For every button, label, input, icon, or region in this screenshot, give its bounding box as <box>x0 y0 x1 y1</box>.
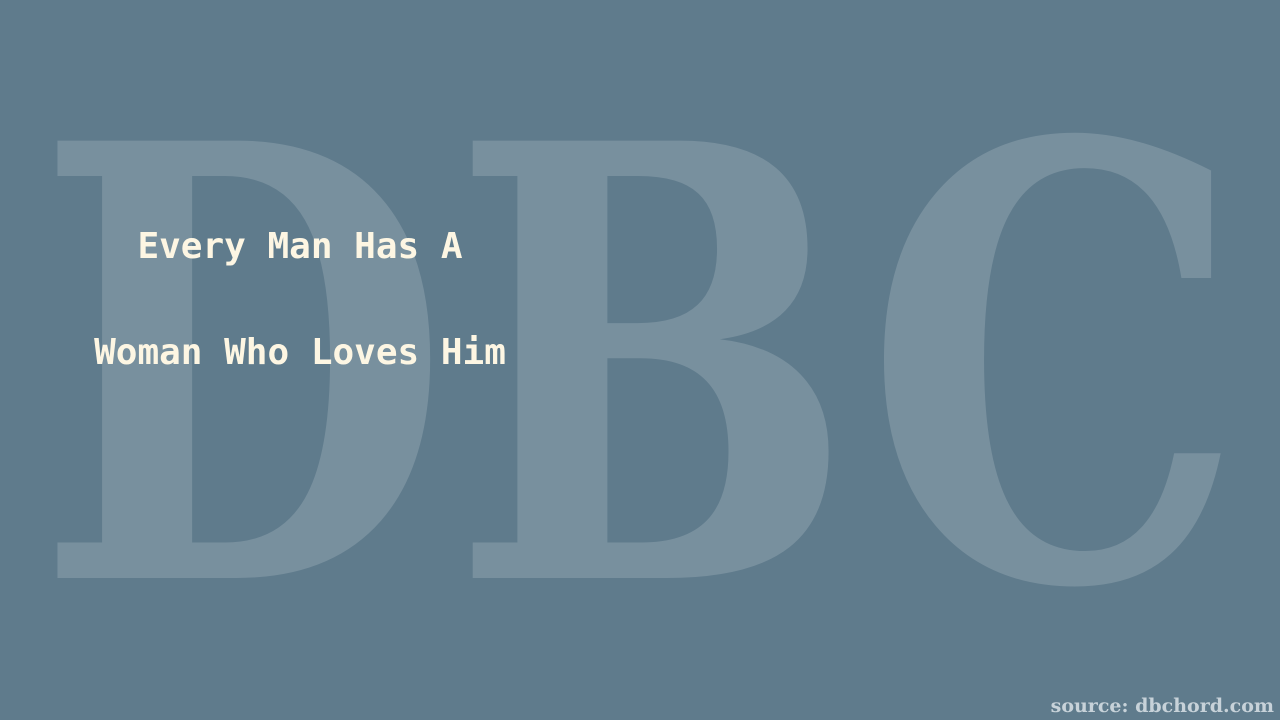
lyric-line-1: Every Man Has A <box>137 226 463 267</box>
dbc-watermark-text: DBC <box>35 15 1245 720</box>
lyric-line-2: Woman Who Loves Him <box>94 332 506 373</box>
source-credit: source: dbchord.com <box>1050 695 1274 717</box>
